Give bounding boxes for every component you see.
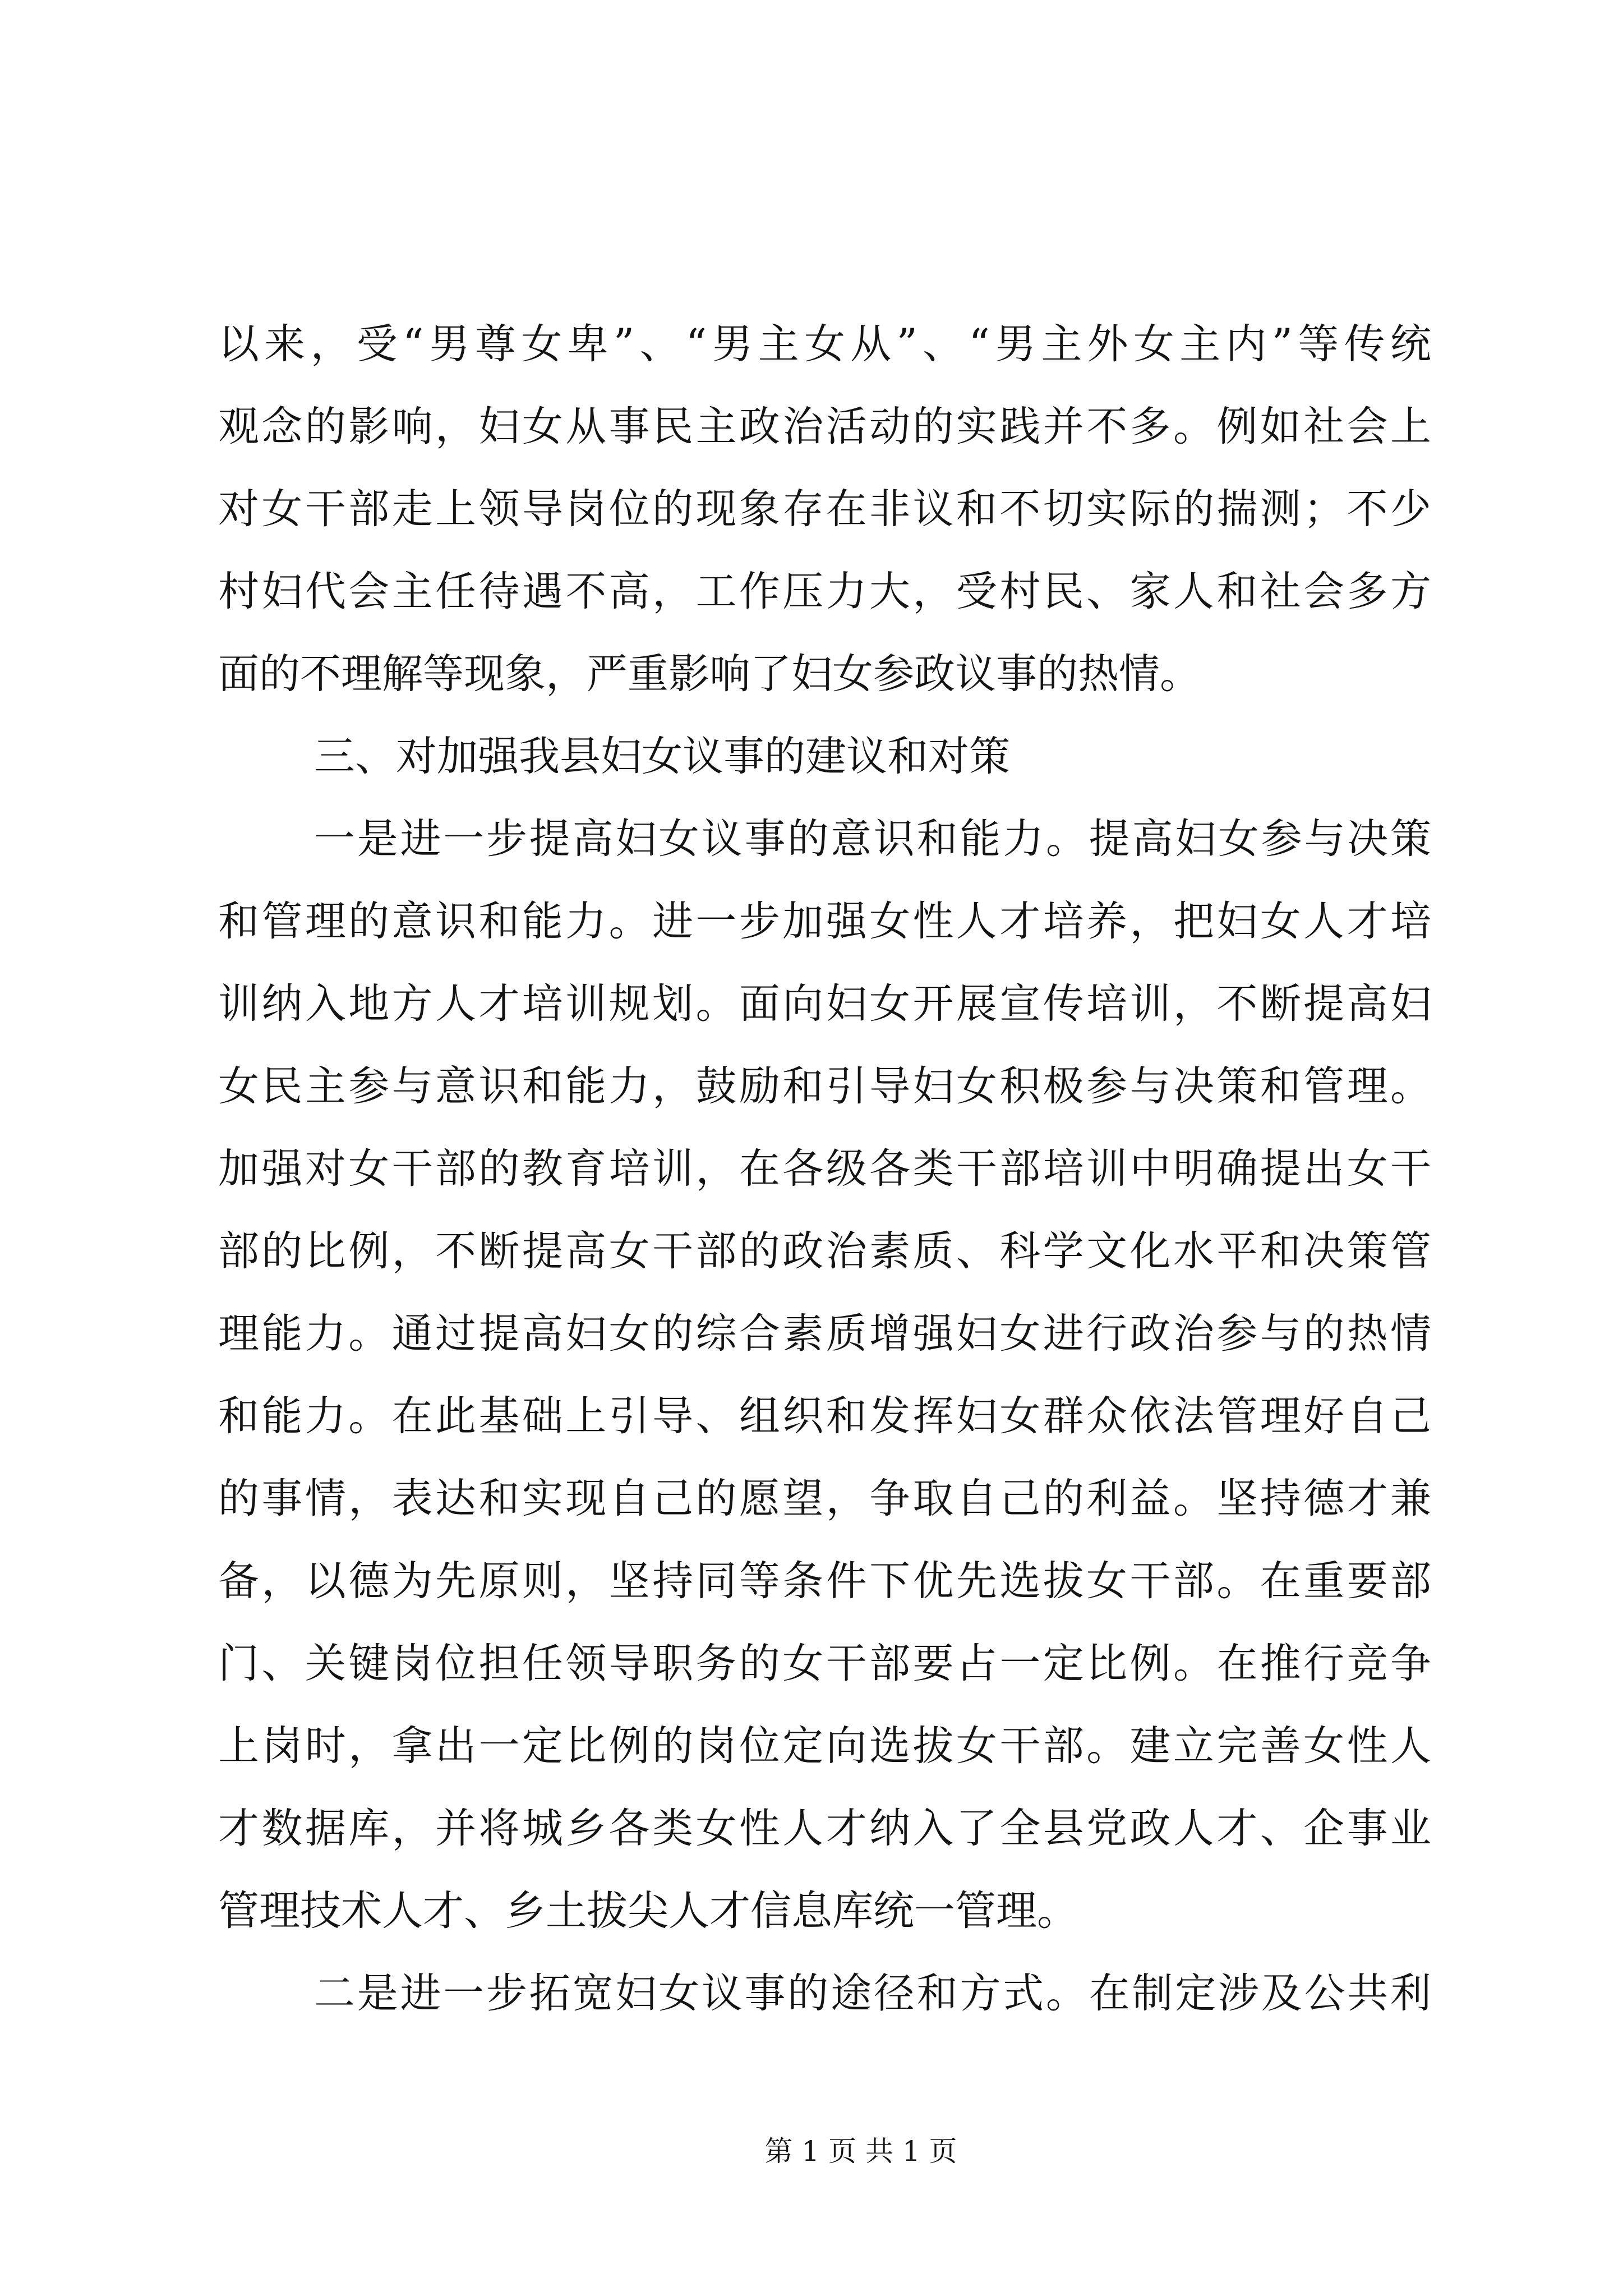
text-line: 上岗时，拿出一定比例的岗位定向选拔女干部。建立完善女性人 bbox=[218, 1722, 1431, 1770]
text-line: 一是进一步提高妇女议事的意识和能力。提高妇女参与决策 bbox=[314, 815, 1431, 863]
paragraph-suggestion-one bbox=[218, 798, 1431, 1952]
paragraph-continuation bbox=[218, 303, 1431, 715]
text-line: 管理技术人才、乡土拔尖人才信息库统一管理。 bbox=[218, 1887, 1078, 1935]
page-number-label: 第 1 页 共 1 页 bbox=[764, 2135, 957, 2168]
text-line: 训纳入地方人才培训规划。面向妇女开展宣传培训，不断提高妇 bbox=[218, 980, 1431, 1028]
text-line: 面的不理解等现象，严重影响了妇女参政议事的热情。 bbox=[218, 650, 1201, 698]
heading-line: 三、对加强我县妇女议事的建议和对策 bbox=[314, 733, 1010, 780]
document-body bbox=[218, 303, 1431, 2035]
text-line: 才数据库，并将城乡各类女性人才纳入了全县党政人才、企事业 bbox=[218, 1805, 1431, 1852]
text-line: 对女干部走上领导岗位的现象存在非议和不切实际的揣测；不少 bbox=[218, 485, 1431, 533]
text-line: 理能力。通过提高妇女的综合素质增强妇女进行政治参与的热情 bbox=[218, 1310, 1431, 1358]
paragraph-suggestion-two bbox=[218, 1952, 1431, 2035]
text-line: 和能力。在此基础上引导、组织和发挥妇女群众依法管理好自己 bbox=[218, 1392, 1431, 1440]
text-line: 以来，受“男尊女卑”、“男主女从”、“男主外女主内”等传统 bbox=[218, 320, 1431, 368]
text-line: 的事情，表达和实现自己的愿望，争取自己的利益。坚持德才兼 bbox=[218, 1475, 1431, 1522]
text-line: 村妇代会主任待遇不高，工作压力大，受村民、家人和社会多方 bbox=[218, 568, 1431, 615]
text-line: 备，以德为先原则，坚持同等条件下优先选拔女干部。在重要部 bbox=[218, 1557, 1431, 1605]
text-line: 部的比例，不断提高女干部的政治素质、科学文化水平和决策管 bbox=[218, 1227, 1431, 1275]
text-line: 加强对女干部的教育培训，在各级各类干部培训中明确提出女干 bbox=[218, 1145, 1431, 1193]
text-line: 二是进一步拓宽妇女议事的途径和方式。在制定涉及公共利 bbox=[314, 1970, 1431, 2017]
text-line: 观念的影响，妇女从事民主政治活动的实践并不多。例如社会上 bbox=[218, 403, 1431, 450]
text-line: 女民主参与意识和能力，鼓励和引导妇女积极参与决策和管理。 bbox=[218, 1062, 1431, 1110]
text-line: 门、关键岗位担任领导职务的女干部要占一定比例。在推行竞争 bbox=[218, 1640, 1431, 1687]
page-footer bbox=[701, 2134, 1021, 2168]
text-line: 和管理的意识和能力。进一步加强女性人才培养，把妇女人才培 bbox=[218, 898, 1431, 945]
section-heading bbox=[218, 715, 1431, 798]
